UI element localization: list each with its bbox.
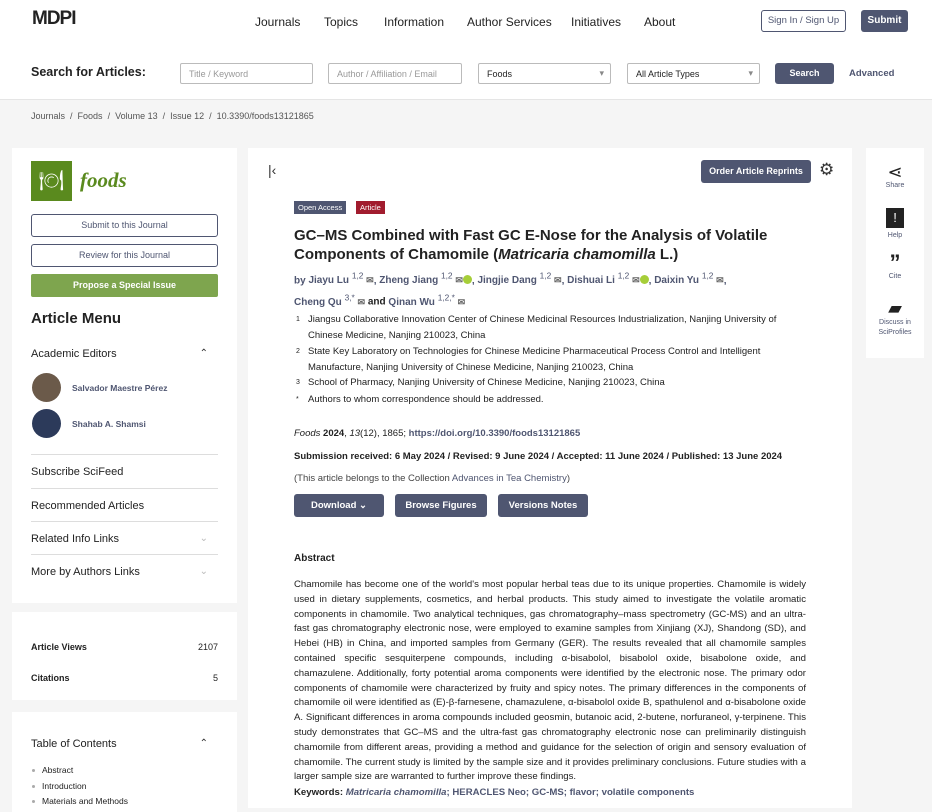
by-label: by bbox=[294, 275, 306, 287]
title-species: Matricaria chamomilla bbox=[498, 246, 656, 263]
orcid-icon bbox=[463, 275, 472, 284]
article-type-select[interactable]: All Article Types ▾ bbox=[627, 63, 760, 84]
help-button[interactable]: ! Help bbox=[887, 210, 903, 239]
email-icon: ✉ bbox=[366, 275, 374, 286]
related-info-label: Related Info Links bbox=[31, 533, 120, 545]
keyword-links[interactable]: ; HERACLES Neo; GC-MS; flavor; volatile components bbox=[446, 787, 695, 798]
email-icon: ✉ bbox=[554, 275, 562, 286]
related-info-links[interactable] bbox=[31, 521, 218, 554]
sign-in-button[interactable]: Sign In / Sign Up bbox=[761, 10, 846, 32]
nav-author-services[interactable]: Author Services bbox=[467, 15, 552, 29]
email-icon: ✉ bbox=[455, 275, 463, 286]
article-views-label: Article Views bbox=[31, 642, 87, 652]
nav-information[interactable]: Information bbox=[384, 15, 445, 29]
chevron-up-icon: ⌃ bbox=[199, 738, 208, 749]
recommended-articles[interactable]: Recommended Articles bbox=[31, 488, 218, 521]
academic-editors-label: Academic Editors bbox=[31, 348, 117, 360]
academic-editors-toggle[interactable] bbox=[31, 348, 218, 360]
chat-icon: ▰ bbox=[888, 298, 902, 318]
search-label: Search for Articles: bbox=[31, 65, 146, 79]
toc-title: Table of Contents bbox=[31, 738, 117, 750]
header bbox=[0, 0, 932, 100]
author[interactable]: Dishuai Li $^{1,2}$ ✉ bbox=[567, 275, 648, 286]
submit-to-journal-button[interactable]: Submit to this Journal bbox=[31, 214, 218, 237]
cite-button[interactable]: ” Cite bbox=[866, 253, 924, 280]
collection-link[interactable]: Advances in Tea Chemistry bbox=[451, 473, 567, 484]
breadcrumb-doi: 10.3390/foods13121865 bbox=[216, 111, 314, 121]
share-button[interactable]: ⋖ Share bbox=[866, 162, 924, 189]
affiliation: * Authors to whom correspondence should be addressed. bbox=[296, 394, 544, 405]
quote-icon: ” bbox=[889, 250, 901, 275]
article-views-value: 2107 bbox=[197, 642, 218, 652]
download-button[interactable]: Download ⌄ bbox=[294, 494, 384, 517]
toc-item[interactable]: Introduction bbox=[42, 781, 87, 791]
article-panel bbox=[248, 148, 852, 808]
collection-note: (This article belongs to the Collection Advances in Tea Chemistry) bbox=[294, 473, 570, 484]
author[interactable]: Daixin Yu $^{1,2}$ ✉ bbox=[654, 271, 724, 287]
advanced-search-link[interactable]: Advanced bbox=[849, 68, 895, 79]
article-menu-panel bbox=[12, 148, 237, 603]
abstract-title: Abstract bbox=[294, 553, 335, 564]
and-label: and bbox=[367, 296, 386, 308]
email-icon: ✉ bbox=[457, 296, 466, 307]
avatar bbox=[32, 409, 61, 438]
publication-dates: Submission received: 6 May 2024 / Revised: 9 June 2024 / Accepted: 11 June 2024 / Published: 13 June 2024 bbox=[294, 451, 783, 462]
toc-toggle[interactable] bbox=[31, 738, 218, 750]
toc-item[interactable]: Materials and Methods bbox=[42, 796, 128, 806]
metrics-panel bbox=[12, 612, 237, 700]
submit-button[interactable]: Submit bbox=[861, 10, 908, 32]
more-by-authors-links[interactable] bbox=[31, 554, 218, 587]
article-title bbox=[294, 226, 784, 264]
citations-label: Citations bbox=[31, 673, 70, 683]
journal-select[interactable]: Foods ▾ bbox=[478, 63, 611, 84]
open-access-badge: Open Access bbox=[294, 201, 346, 214]
breadcrumb-issue[interactable]: Issue 12 bbox=[170, 111, 205, 121]
subscribe-scifeed[interactable]: Subscribe SciFeed bbox=[31, 454, 218, 487]
affiliation: 3 School of Pharmacy, Nanjing University of Chinese Medicine, Nanjing 210023, China bbox=[296, 377, 665, 388]
author[interactable]: Jingjie Dang $^{1,2}$ ✉ bbox=[477, 271, 562, 287]
nav-topics[interactable]: Topics bbox=[324, 15, 359, 29]
email-icon: ✉ bbox=[716, 275, 724, 286]
article-menu-title: Article Menu bbox=[31, 310, 122, 327]
help-icon: ! bbox=[886, 208, 904, 228]
review-for-journal-button[interactable]: Review for this Journal bbox=[31, 244, 218, 267]
versions-notes-button[interactable]: Versions Notes bbox=[498, 494, 588, 517]
avatar bbox=[32, 373, 61, 402]
search-button[interactable]: Search bbox=[775, 63, 834, 84]
affiliation: 1 Jiangsu Collaborative Innovation Center of Chinese Medicinal Resources Industrialization, Nanjing University of Chinese Medicine, Nanjing 210023, China bbox=[296, 314, 777, 341]
order-reprints-button[interactable]: Order Article Reprints bbox=[701, 160, 811, 183]
author[interactable]: Jiayu Lu $^{1,2}$ ✉ bbox=[308, 271, 374, 287]
title-keyword-input[interactable]: Title / Keyword bbox=[180, 63, 313, 84]
keywords: Keywords: Matricaria chamomilla; HERACLES Neo; GC-MS; flavor; volatile components bbox=[294, 787, 695, 798]
propose-special-issue-button[interactable]: Propose a Special Issue bbox=[31, 274, 218, 297]
collapse-sidebar-icon[interactable]: |‹ bbox=[268, 162, 277, 178]
breadcrumb-volume[interactable]: Volume 13 bbox=[115, 111, 158, 121]
author-input[interactable]: Author / Affiliation / Email bbox=[328, 63, 462, 84]
citations-value: 5 bbox=[212, 673, 218, 683]
affiliation: 2 State Key Laboratory on Technologies for Chinese Medicine Pharmaceutical Process Control and Intelligent Manufacture, Nanjing University of Chinese Medicine, Nanjing 210023, China bbox=[296, 346, 761, 373]
title-text: GC–MS Combined with Fast GC E-Nose for the Analysis of Volatile Components of Chamomile ( bbox=[294, 227, 768, 263]
editor-name[interactable]: Salvador Maestre Pérez bbox=[72, 383, 168, 393]
discuss-button[interactable]: ▰ Discuss in SciProfiles bbox=[866, 298, 924, 338]
more-by-authors-label: More by Authors Links bbox=[31, 566, 140, 578]
chevron-down-icon: ⌄ bbox=[199, 533, 208, 544]
editor-name[interactable]: Shahab A. Shamsi bbox=[72, 419, 146, 429]
title-text-end: L.) bbox=[655, 246, 679, 263]
browse-figures-button[interactable]: Browse Figures bbox=[395, 494, 487, 517]
email-icon: ✉ bbox=[632, 275, 640, 286]
abstract-text: Chamomile has become one of the world's most popular herbal teas due to its unique properties. Chamomile is widely used in dietary supplements, cosmetics, and herbal products. This study aimed to investigate the volatile aromatic components in chamomile. Two analytical techniques, gas chromatography–mass spectrometry (GC-MS) and an ultra-fast gas chromatography electronic nose, were employed to examine samples from Xinjiang (XJ), Shandong (SD), and Hebei (HB) in China, and imported samples from Germany (GER). The results revealed that all chamomile samples contained specific sesquiterpene compounds, including α-bisabolol, bisabolol oxide, bisabolone oxide, and chamazulene. Additionally, forty potential aroma components were identified by the electronic nose. The primary odor components of chamomile were characterized by fruity and spicy notes. The primary differences in the components of chamomile oil were identified as (E)-β-farnesene, chamazulene, α-bisabolol oxide B, spathulenol and α-bisabolone oxide A. Significant differences in aroma compounds included geosmin, butanoic acid, 2-butene, norfuraneol, γ-terpinene. This study demonstrates that GC–MS and the ultra-fast gas chromatography electronic nose can preliminarily distinguish chamomile from different areas, providing a method and guidance for the selection of origin and sensory evaluation of chamomile. The current study is limited by the sample size and it provides preliminary conclusions. Future studies with a larger sample size are warranted to further improve these findings. bbox=[294, 579, 806, 783]
gear-icon[interactable]: ⚙ bbox=[819, 160, 835, 179]
breadcrumb: Journals / Foods / Volume 13 / Issue 12 / 10.3390/foods13121865 bbox=[31, 111, 314, 121]
toc-panel bbox=[12, 712, 237, 812]
author-list: by Jiayu Lu $^{1,2}$ ✉, Zheng Jiang $^{1,2}$ ✉ , Jingjie Dang $^{1,2}$ ✉, Dishuai Li $^{1,2}$ ✉ , Daixin Yu $^{1,2}$ ✉, Cheng Qu $^{3,*}$ ✉ and Qinan Wu $^{1,2,*}$ ✉ bbox=[294, 271, 727, 308]
nav-initiatives[interactable]: Initiatives bbox=[571, 15, 622, 29]
breadcrumb-journals[interactable]: Journals bbox=[31, 111, 66, 121]
email-icon: ✉ bbox=[357, 296, 366, 307]
journal-name[interactable]: foods bbox=[80, 168, 127, 192]
mdpi-logo[interactable]: MDPI bbox=[32, 8, 76, 29]
article-type-badge: Article bbox=[356, 201, 385, 214]
chevron-down-icon: ⌄ bbox=[359, 500, 367, 511]
chevron-down-icon: ⌄ bbox=[199, 566, 208, 577]
nav-journals[interactable]: Journals bbox=[255, 15, 301, 29]
nav-about[interactable]: About bbox=[644, 15, 676, 29]
breadcrumb-foods[interactable]: Foods bbox=[77, 111, 103, 121]
author[interactable]: Qinan Wu $^{1,2,*}$ ✉ bbox=[388, 292, 466, 308]
orcid-icon bbox=[640, 275, 649, 284]
right-toolbar bbox=[866, 148, 924, 358]
doi-link[interactable]: https://doi.org/10.3390/foods13121865 bbox=[408, 428, 581, 439]
author[interactable]: Zheng Jiang $^{1,2}$ ✉ bbox=[379, 275, 472, 286]
share-icon: ⋖ bbox=[887, 162, 903, 182]
foods-logo-icon: 🍽 bbox=[31, 161, 72, 201]
chevron-up-icon: ⌃ bbox=[199, 348, 208, 359]
author[interactable]: Cheng Qu $^{3,*}$ ✉ bbox=[294, 292, 366, 308]
keyword-link[interactable]: Matricaria chamomilla bbox=[345, 787, 447, 798]
citation: Foods 2024, 13(12), 1865; https://doi.org/10.3390/foods13121865 bbox=[294, 428, 581, 439]
toc-item[interactable]: Abstract bbox=[42, 765, 74, 775]
